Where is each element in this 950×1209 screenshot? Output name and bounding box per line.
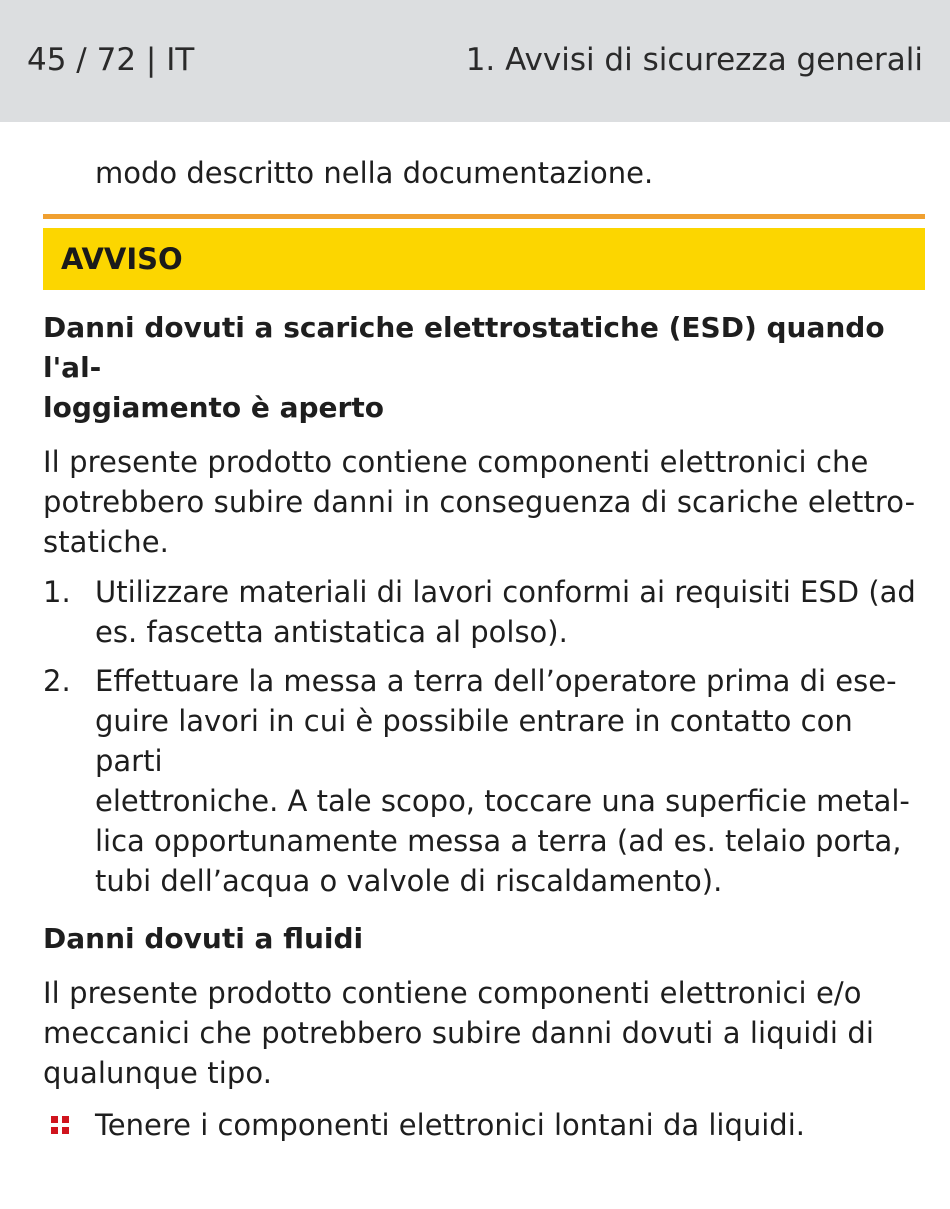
esd-description-line: potrebbero subire danni in conseguenza di scariche elettro- (43, 485, 916, 519)
notice-label: AVVISO (43, 228, 925, 290)
esd-description (43, 442, 925, 562)
esd-heading-line: loggiamento è aperto (43, 391, 384, 424)
fluids-bullet (43, 1105, 925, 1145)
page-number: 45 / 72 | IT (27, 42, 195, 78)
step-number: 2. (43, 664, 71, 698)
step-line: Effettuare la messa a terra dell’operatore prima di ese- (95, 664, 897, 698)
notice-divider (43, 214, 925, 219)
list-item (43, 661, 925, 901)
step-line: guire lavori in cui è possibile entrare in contatto con parti (95, 704, 853, 778)
step-line: Utilizzare materiali di lavori conformi ai requisiti ESD (ad (95, 575, 916, 609)
fluids-heading: Danni dovuti a fluidi (43, 922, 364, 955)
page-header (0, 0, 950, 122)
continuation-text: modo descritto nella documentazione. (95, 156, 654, 190)
red-grid-bullet-icon (51, 1116, 69, 1134)
fluids-description-line: meccanici che potrebbero subire danni dovuti a liquidi di (43, 1016, 874, 1050)
bullet-text: Tenere i componenti elettronici lontani da liquidi. (95, 1108, 805, 1142)
esd-description-line: statiche. (43, 525, 169, 559)
step-line: lica opportunamente messa a terra (ad es. telaio porta, (95, 824, 902, 858)
esd-heading-line: Danni dovuti a scariche elettrostatiche (ESD) quando l'al- (43, 311, 885, 384)
document-body (43, 152, 925, 1145)
section-title: 1. Avvisi di sicurezza generali (465, 42, 923, 78)
step-line: tubi dell’acqua o valvole di riscaldamento). (95, 864, 723, 898)
list-item (43, 572, 925, 652)
fluids-description-line: Il presente prodotto contiene componenti elettronici e/o (43, 976, 862, 1010)
fluids-description-line: qualunque tipo. (43, 1056, 273, 1090)
fluids-description (43, 973, 925, 1093)
step-line: elettroniche. A tale scopo, toccare una superficie metal- (95, 784, 910, 818)
esd-heading (43, 308, 925, 428)
step-line: es. fascetta antistatica al polso). (95, 615, 568, 649)
esd-description-line: Il presente prodotto contiene componenti elettronici che (43, 445, 869, 479)
step-number: 1. (43, 575, 71, 609)
esd-steps-list (43, 572, 925, 901)
